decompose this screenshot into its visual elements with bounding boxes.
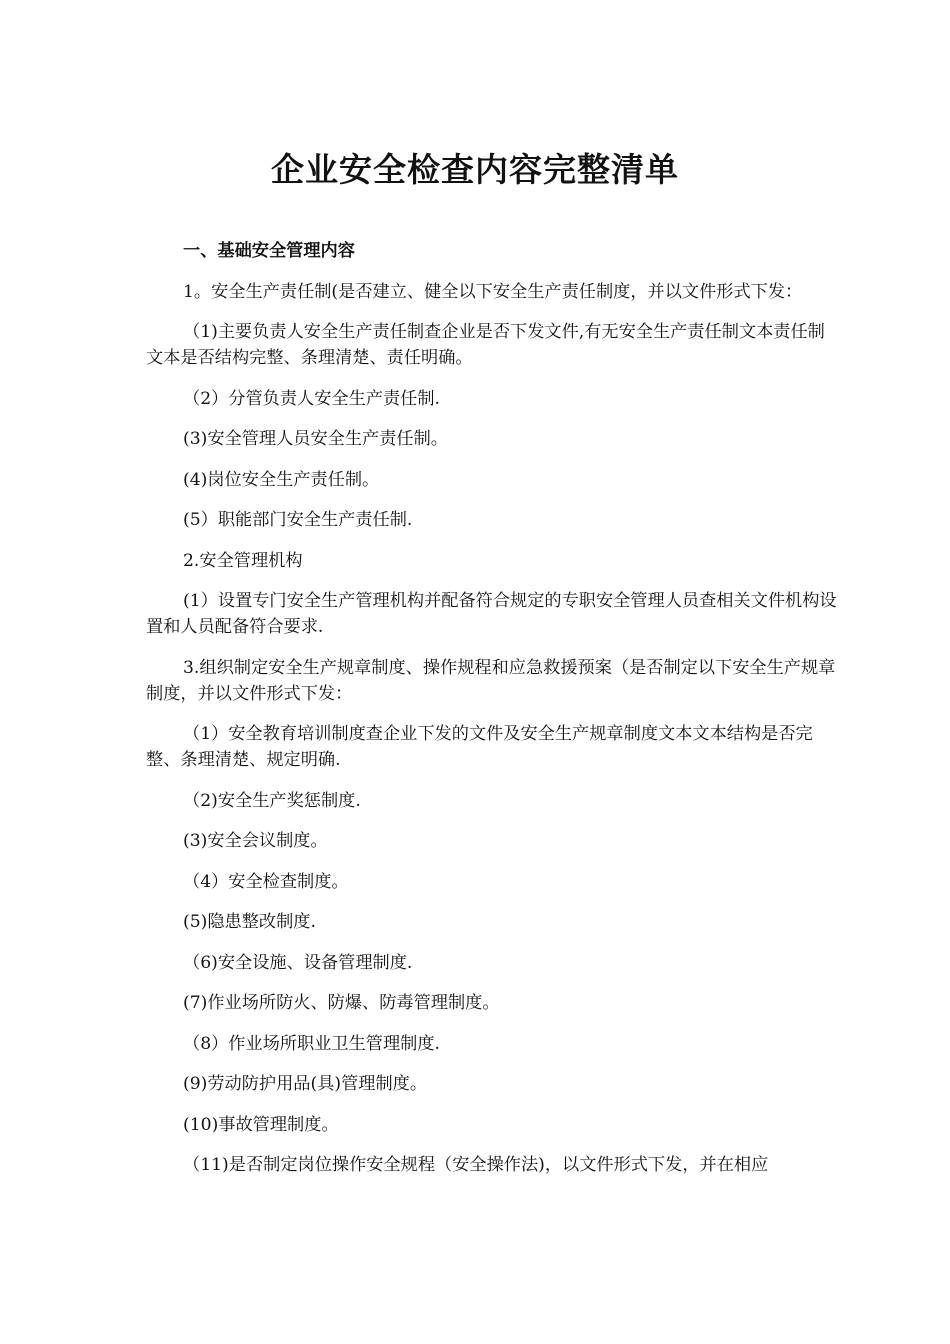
- paragraph: (10)事故管理制度。: [183, 1114, 339, 1135]
- paragraph: (5）职能部门安全生产责任制.: [183, 510, 413, 530]
- paragraph: 2.安全管理机构: [183, 550, 303, 571]
- paragraph: 3.组织制定安全生产规章制度、操作规程和应急救援预案（是否制定以下安全生产规章制度，并以文件形式下发：: [146, 657, 836, 704]
- paragraph: (7)作业场所防火、防爆、防毒管理制度。: [183, 993, 500, 1013]
- paragraph: (3)安全管理人员安全生产责任制。: [183, 429, 448, 449]
- document-title: 企业安全检查内容完整清单: [271, 150, 679, 189]
- paragraph: (5)隐患整改制度.: [183, 912, 316, 932]
- paragraph: 1。安全生产责任制(是否建立、健全以下安全生产责任制度，并以文件形式下发：: [183, 281, 803, 302]
- paragraph: （4）安全检查制度。: [183, 871, 349, 892]
- paragraph: （2）分管负责人安全生产责任制.: [183, 388, 441, 409]
- paragraph: （1）安全教育培训制度查企业下发的文件及安全生产规章制度文本文本结构是否完整、条理清楚、规定明确.: [146, 724, 813, 770]
- paragraph: (1）设置专门安全生产管理机构并配备符合规定的专职安全管理人员查相关文件机构设置和人员配备符合要求.: [146, 591, 837, 637]
- document-body: [146, 238, 838, 1193]
- paragraph: (3)安全会议制度。: [183, 831, 328, 851]
- paragraph: （6)安全设施、设备管理制度.: [183, 952, 413, 973]
- paragraph: （11)是否制定岗位操作安全规程（安全操作法)，以文件形式下发，并在相应: [183, 1155, 769, 1175]
- paragraph: (4)岗位安全生产责任制。: [183, 469, 380, 490]
- paragraph: (9)劳动防护用品(具)管理制度。: [183, 1074, 428, 1094]
- paragraph: （1)主要负责人安全生产责任制查企业是否下发文件,有无安全生产责任制文本责任制文本是否结构完整、条理清楚、责任明确。: [146, 322, 825, 368]
- paragraph: （2)安全生产奖惩制度.: [183, 790, 361, 811]
- section-heading: 一、基础安全管理内容: [183, 241, 355, 261]
- paragraph: （8）作业场所职业卫生管理制度.: [183, 1033, 441, 1054]
